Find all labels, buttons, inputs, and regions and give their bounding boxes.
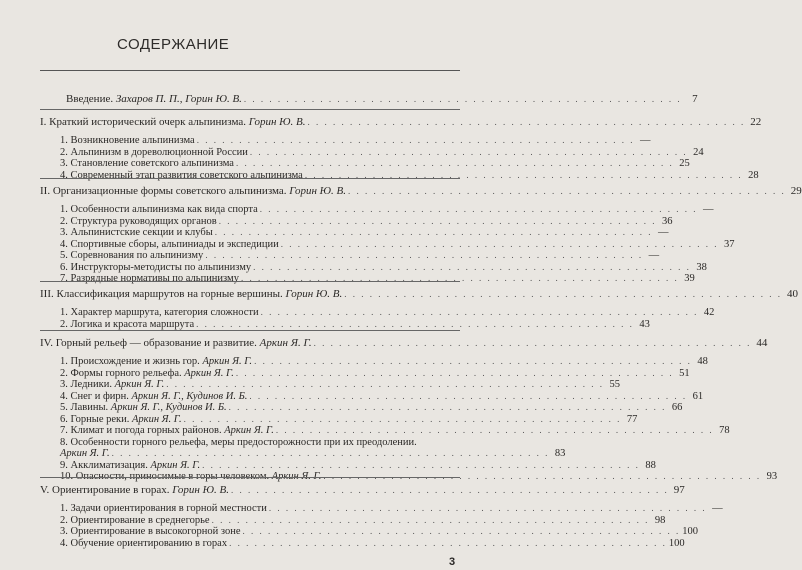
item-title: 4. Обучение ориентированию в горах — [60, 537, 228, 549]
item-page: — — [712, 503, 723, 514]
leader-dots — [241, 526, 683, 538]
leader-dots — [234, 368, 676, 380]
item-title: 10. Опасности, приносимые в горы человеком. — [60, 471, 270, 482]
item-author: Аркин Я. Г. — [114, 379, 165, 390]
leader-dots — [194, 319, 636, 331]
section-heading[interactable] — [40, 337, 768, 350]
section-heading[interactable] — [40, 185, 802, 198]
item-title: 4. Спортивные сборы, альпиниады и экспедиции — [60, 238, 279, 250]
leader-dots — [251, 262, 693, 274]
item-page: 43 — [639, 318, 650, 330]
item-page: 25 — [679, 158, 690, 169]
leader-dots — [182, 414, 624, 426]
leader-dots — [239, 273, 681, 285]
leader-dots — [195, 135, 637, 147]
section-page: 40 — [787, 288, 798, 300]
section-heading[interactable] — [40, 116, 762, 129]
item-author: Аркин Я. Г. — [60, 448, 110, 459]
leader-dots — [229, 484, 671, 497]
item-author: Аркин Я. Г., Кудинов И. Б. — [110, 402, 227, 413]
section-author: Горин Ю. В. — [172, 484, 229, 496]
leader-dots — [279, 239, 721, 251]
item-page: 24 — [693, 146, 704, 158]
leader-dots — [217, 216, 659, 228]
toc-item[interactable] — [60, 204, 714, 216]
toc-item[interactable] — [60, 402, 683, 414]
section-heading[interactable] — [40, 484, 685, 497]
section-items — [60, 307, 715, 330]
toc-item[interactable] — [60, 135, 651, 147]
leader-dots — [274, 425, 716, 437]
item-title: 2. Логика и красота маршрута — [60, 318, 195, 330]
toc-item[interactable] — [60, 261, 707, 274]
title-divider — [40, 70, 460, 71]
leader-dots — [247, 391, 689, 403]
item-page: 51 — [679, 367, 690, 379]
item-page: 38 — [696, 261, 707, 273]
section-items — [60, 204, 735, 285]
section-items — [60, 503, 723, 549]
leader-dots — [258, 204, 700, 216]
item-title: 7. Разрядные нормативы по альпинизму — [60, 273, 239, 284]
item-title: 1. Характер маршрута, категория сложности — [60, 307, 259, 318]
toc-item[interactable] — [60, 158, 690, 170]
section-title: IV. Горный рельеф — образование и развитие. — [40, 337, 257, 349]
leader-dots — [252, 356, 694, 368]
toc-item[interactable] — [60, 425, 730, 437]
toc-section — [40, 484, 723, 549]
item-page: — — [639, 135, 651, 146]
section-items — [60, 356, 778, 483]
item-author: Аркин Я. Г. — [202, 356, 253, 367]
toc-item[interactable] — [60, 273, 695, 285]
section-page: 22 — [750, 116, 762, 128]
toc-item[interactable] — [60, 238, 735, 251]
toc-item[interactable] — [60, 514, 666, 527]
leader-dots — [242, 93, 684, 106]
item-page: 66 — [671, 402, 683, 413]
leader-dots — [110, 448, 552, 460]
leader-dots — [227, 538, 669, 550]
item-title: 1. Возникновение альпинизма — [60, 135, 195, 146]
toc-item[interactable] — [60, 318, 650, 331]
section-page: 44 — [756, 337, 768, 349]
item-author: Аркин Я. Г. — [224, 425, 274, 436]
leader-dots — [342, 288, 784, 301]
toc-item[interactable] — [60, 215, 673, 228]
section-author: Горин Ю. В. — [289, 185, 346, 197]
leader-dots — [312, 337, 754, 350]
item-page: 61 — [692, 390, 704, 402]
section-divider — [40, 281, 460, 282]
item-title: 3. Ледники. — [60, 379, 112, 390]
item-page: 83 — [554, 448, 566, 459]
section-title: II. Организационные формы советского альпинизма. — [40, 185, 287, 197]
section-page: 97 — [673, 484, 685, 496]
item-page: 42 — [703, 307, 715, 318]
intro-label: Введение. — [66, 93, 114, 105]
item-page: 37 — [723, 238, 735, 250]
toc-item[interactable] — [60, 503, 723, 515]
item-title: 3. Ориентирование в высокогорной зоне — [60, 526, 241, 537]
toc-item[interactable] — [60, 413, 638, 426]
section-title: III. Классификация маршрутов на горные вершины. — [40, 288, 283, 300]
leader-dots — [210, 515, 652, 527]
item-title: 3. Становление советского альпинизма — [60, 158, 234, 169]
item-page: 39 — [684, 273, 695, 284]
intro-entry[interactable] — [66, 93, 698, 106]
item-page: — — [658, 227, 669, 238]
toc-item[interactable] — [60, 537, 685, 550]
item-page: 100 — [682, 526, 699, 537]
toc-item[interactable] — [60, 227, 669, 239]
section-divider — [40, 109, 460, 110]
item-title: 2. Ориентирование в среднегорье — [60, 514, 210, 526]
item-title: 4. Современный этап развития советского альпинизма — [60, 169, 303, 181]
leader-dots — [164, 379, 606, 391]
item-page: 98 — [654, 514, 666, 526]
toc-item[interactable] — [60, 307, 715, 319]
intro-author: Захаров П. П., Горин Ю. В. — [115, 93, 242, 105]
toc-section — [40, 288, 798, 330]
section-author: Аркин Я. Г. — [259, 337, 312, 349]
item-title: 2. Формы горного рельефа. — [60, 367, 182, 379]
item-author: Аркин Я. Г. — [150, 459, 201, 471]
item-title: 2. Альпинизм в дореволюционной России — [60, 146, 248, 158]
toc-item[interactable] — [60, 459, 656, 472]
item-author: Аркин Я. Г., Кудинов И. Б. — [131, 390, 248, 402]
toc-item[interactable] — [60, 526, 699, 538]
leader-dots — [267, 503, 709, 515]
item-page: 88 — [645, 459, 656, 471]
item-page: 77 — [626, 413, 638, 425]
item-author: Аркин Я. Г. — [184, 367, 234, 379]
item-page: 55 — [609, 379, 620, 390]
item-title: 3. Альпинистские секции и клубы — [60, 227, 213, 238]
section-title: I. Краткий исторический очерк альпинизма. — [40, 116, 246, 128]
item-title: 1. Происхождение и жизнь гор. — [60, 356, 200, 367]
leader-dots — [234, 158, 676, 170]
section-divider — [40, 477, 460, 478]
item-page: 78 — [719, 425, 730, 436]
toc-item[interactable] — [60, 367, 690, 380]
intro-page: 7 — [692, 93, 698, 105]
leader-dots — [213, 227, 655, 239]
page-number: 3 — [449, 556, 456, 568]
section-divider — [40, 330, 460, 331]
leader-dots — [303, 170, 745, 182]
section-heading[interactable] — [40, 288, 798, 301]
item-title: 1. Задачи ориентирования в горной местности — [60, 503, 267, 514]
item-title: 7. Климат и погода горных районов. — [60, 425, 222, 436]
item-title: 6. Инструкторы-методисты по альпинизму — [60, 261, 252, 273]
section-title: V. Ориентирование в горах. — [40, 484, 170, 496]
leader-dots — [259, 307, 701, 319]
item-title: 8. Особенности горного рельефа, меры предосторожности при их преодолении. — [60, 436, 417, 448]
leader-dots — [248, 147, 690, 159]
toc-item[interactable] — [60, 379, 620, 391]
item-title: 2. Структура руководящих органов — [60, 215, 217, 227]
toc-section — [40, 116, 762, 181]
toc-item[interactable] — [60, 390, 704, 403]
item-page: 28 — [748, 169, 759, 181]
item-title: 5. Лавины. — [60, 402, 109, 413]
leader-dots — [305, 116, 747, 129]
section-items — [60, 135, 759, 181]
page-title: СОДЕРЖАНИЕ — [117, 36, 230, 53]
item-page: 48 — [697, 356, 708, 367]
item-author: Аркин Я. Г. — [132, 413, 182, 425]
item-title: 1. Особенности альпинизма как вида спорта — [60, 204, 258, 215]
item-author: Аркин Я. Г. — [271, 471, 322, 482]
toc-section — [40, 185, 802, 285]
leader-dots — [203, 250, 645, 262]
section-divider — [40, 178, 460, 179]
section-author: Горин Ю. В. — [285, 288, 343, 300]
toc-item[interactable] — [60, 169, 759, 182]
toc-item[interactable] — [60, 146, 704, 159]
item-page: 93 — [766, 471, 778, 482]
toc-item[interactable] — [60, 356, 708, 368]
section-page: 29 — [790, 185, 802, 197]
item-page: 100 — [668, 537, 685, 549]
item-title: 4. Снег и фирн. — [60, 390, 129, 402]
section-author: Горин Ю. В. — [248, 116, 306, 128]
item-page: — — [648, 250, 660, 261]
item-page: 36 — [661, 215, 673, 227]
item-title: 6. Горные реки. — [60, 413, 130, 425]
toc-section — [40, 337, 778, 483]
leader-dots — [227, 402, 669, 414]
item-title: 5. Соревнования по альпинизму — [60, 250, 204, 261]
item-page: — — [703, 204, 714, 215]
leader-dots — [346, 185, 788, 198]
item-title: 9. Акклиматизация. — [60, 459, 148, 471]
toc-item[interactable] — [60, 436, 566, 460]
leader-dots — [200, 460, 642, 472]
toc-item[interactable] — [60, 250, 660, 262]
